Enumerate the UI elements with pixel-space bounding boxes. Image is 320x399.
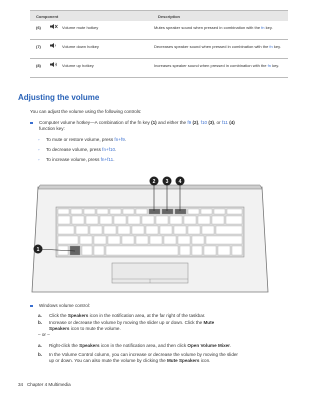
row-component: Volume down hotkey bbox=[62, 44, 99, 49]
row-description: Mutes speaker sound when pressed in combination with the fn key. bbox=[154, 25, 273, 30]
bullet-hotkey bbox=[30, 120, 280, 133]
row-number: (7) bbox=[36, 44, 41, 49]
section-title: Adjusting the volume bbox=[18, 93, 100, 102]
volume-mute-icon bbox=[50, 24, 62, 30]
header-component: Component bbox=[36, 13, 59, 19]
row-component: Volume up hotkey bbox=[62, 63, 94, 68]
callout-label: 4 bbox=[178, 179, 182, 185]
chapter-label: Chapter 4 Multimedia bbox=[26, 382, 71, 387]
table-row bbox=[30, 21, 288, 40]
callout-label: 1 bbox=[36, 247, 40, 253]
or-separator: – or – bbox=[38, 332, 50, 337]
intro-text: You can adjust the volume using the following controls: bbox=[30, 109, 142, 114]
page-number: 34 bbox=[18, 382, 24, 387]
table-header bbox=[30, 10, 288, 21]
volume-down-icon bbox=[50, 43, 62, 49]
bullet-text: Windows volume control: bbox=[39, 303, 91, 308]
bullet-windows bbox=[30, 303, 230, 310]
volume-up-icon bbox=[50, 62, 62, 68]
bullet-text: Computer volume hotkey—A combination of the fn key (1) and either the f9 (2), f10 (3), or f11 (4) function key: bbox=[39, 120, 235, 131]
row-number: (6) bbox=[36, 25, 41, 30]
laptop-keyboard-illustration bbox=[30, 167, 270, 297]
row-description: Increases speaker sound when pressed in combination with the fn key. bbox=[154, 63, 280, 68]
header-description: Description bbox=[158, 13, 181, 19]
bullet-icon bbox=[30, 122, 33, 125]
bullet-icon bbox=[30, 305, 33, 308]
hotkey-table bbox=[30, 10, 288, 78]
row-description: Decreases speaker sound when pressed in combination with the fn key. bbox=[154, 44, 281, 49]
table-row bbox=[30, 59, 288, 78]
row-number: (8) bbox=[36, 63, 41, 68]
table-row bbox=[30, 40, 288, 59]
callout-label: 2 bbox=[152, 179, 156, 185]
callout-label: 3 bbox=[165, 179, 169, 185]
page-footer bbox=[18, 382, 71, 387]
row-component: Volume mute hotkey bbox=[62, 25, 99, 30]
